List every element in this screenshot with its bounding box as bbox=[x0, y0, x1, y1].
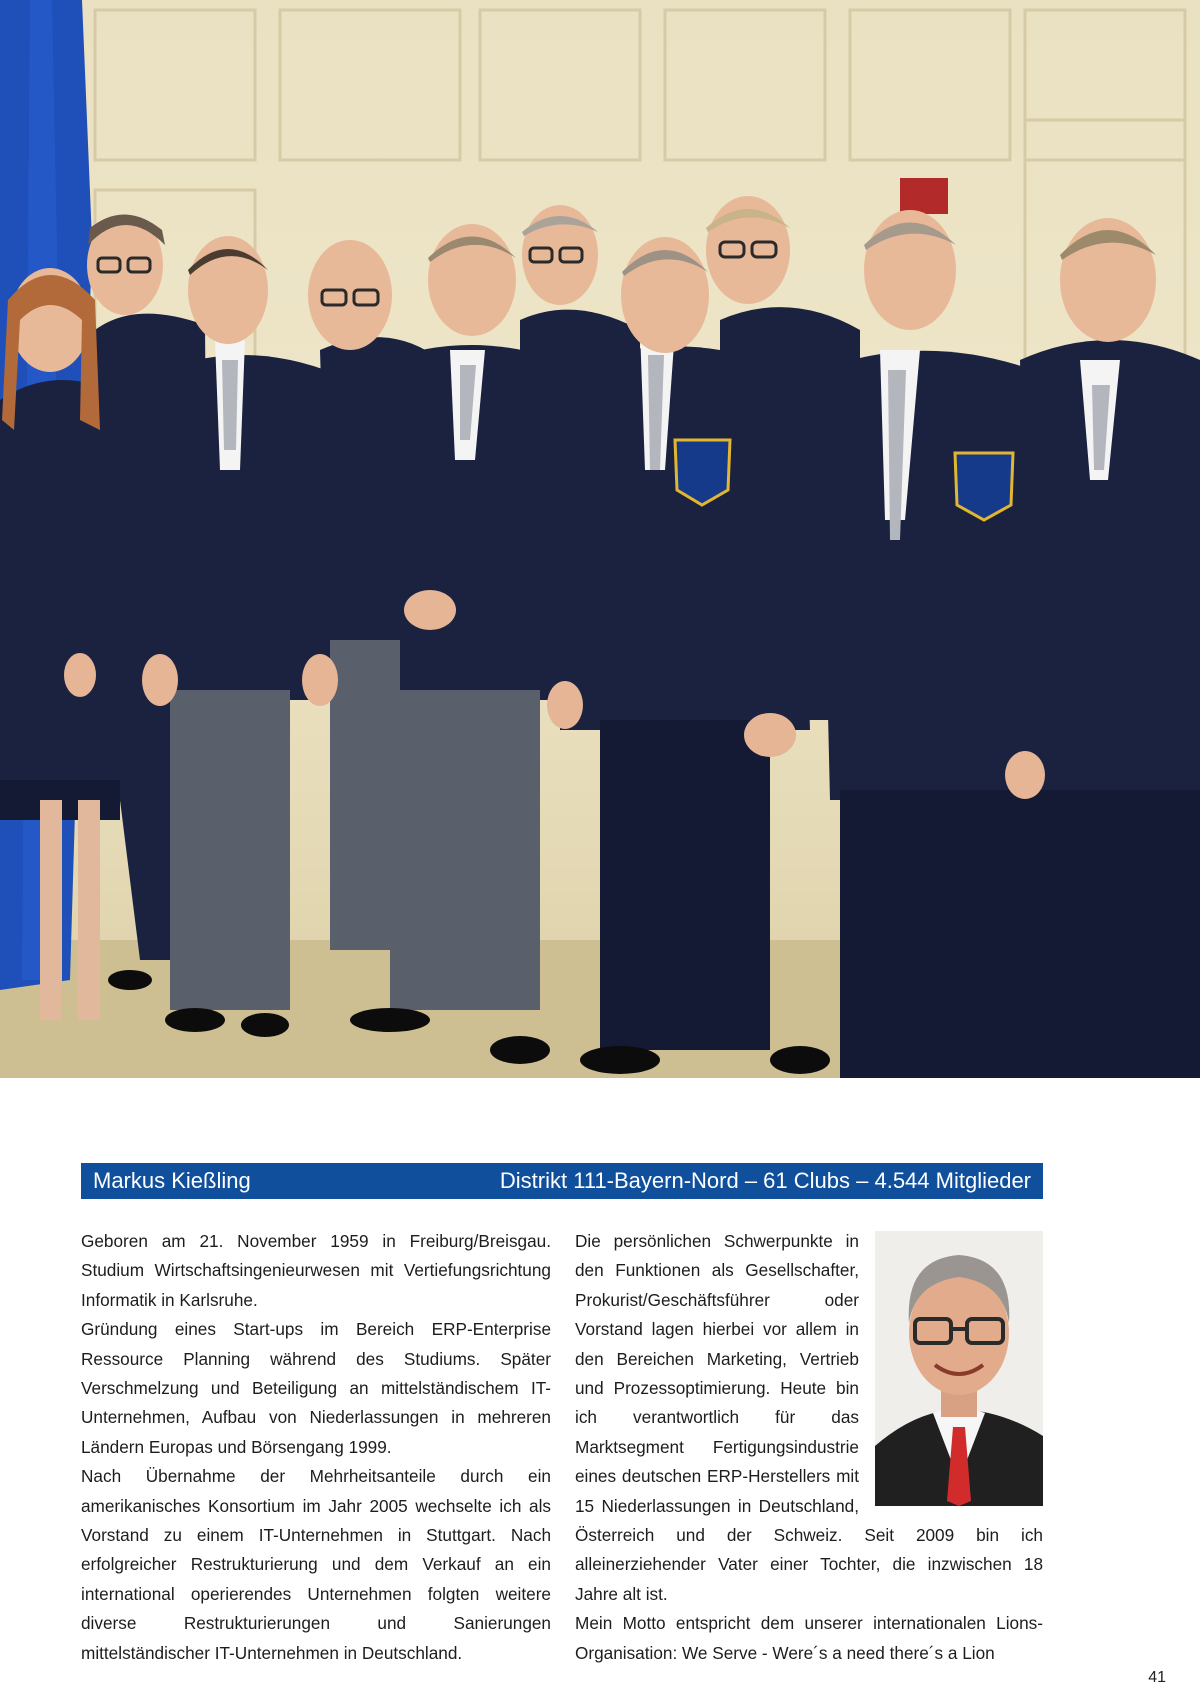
bio-paragraph: Nach Übernahme der Mehrheitsanteile durch ein amerikanisches Konsortium im Jahr 2005 wechselte ich als Vorstand zu einem IT-Unternehmen in Stuttgart. Nach erfolgreicher Restrukturierung und dem Verkauf an ein international operierendes Unternehmen folgten weitere diverse Restrukturierungen und Sanierungen mittelständischer IT-Unternehmen in Deutschland. bbox=[81, 1466, 551, 1663]
biography-left-column bbox=[81, 1227, 551, 1668]
bio-paragraph: Die persönlichen Schwerpunkte in den Funktionen als Gesellschafter, Prokurist/Geschäftsführer oder Vorstand lagen hierbei vor allem in den Bereichen Marketing, Vertrieb und Prozessoptimierung. Heute bin ich verantwortlich für das Marktsegment Fertigungsindustrie eines deutschen ERP-Herstellers mit 15 Niederlassungen in Deutschland, Österreich und der Schweiz. Seit 2009 bin ich alleinerziehender Vater einer Tochter, die inzwischen 18 Jahre alt ist. bbox=[575, 1231, 1043, 1604]
bio-paragraph: Gründung eines Start-ups im Bereich ERP-Enterprise Ressource Planning während des Studiums. Später Verschmelzung und Beteiligung an mittelständischem IT-Unternehmen, Aufbau von Niederlassungen in mehreren Ländern Europas und Börsengang 1999. bbox=[81, 1319, 551, 1457]
district-info: Distrikt 111-Bayern-Nord – 61 Clubs – 4.544 Mitglieder bbox=[499, 1168, 1031, 1193]
portrait-illustration bbox=[875, 1231, 1043, 1506]
bio-paragraph: Mein Motto entspricht dem unserer internationalen Lions-Organisation: We Serve - Were´s a need there´s a Lion bbox=[575, 1613, 1043, 1663]
section-header-bar bbox=[81, 1163, 1043, 1199]
portrait-photo bbox=[875, 1231, 1043, 1506]
page-number: 41 bbox=[1148, 1669, 1166, 1686]
biography-right-column bbox=[575, 1227, 1043, 1668]
bio-paragraph: Geboren am 21. November 1959 in Freiburg/Breisgau. Studium Wirtschaftsingenieurwesen mit Vertiefungsrichtung Informatik in Karlsruhe. bbox=[81, 1231, 551, 1310]
person-name: Markus Kießling bbox=[93, 1168, 251, 1193]
